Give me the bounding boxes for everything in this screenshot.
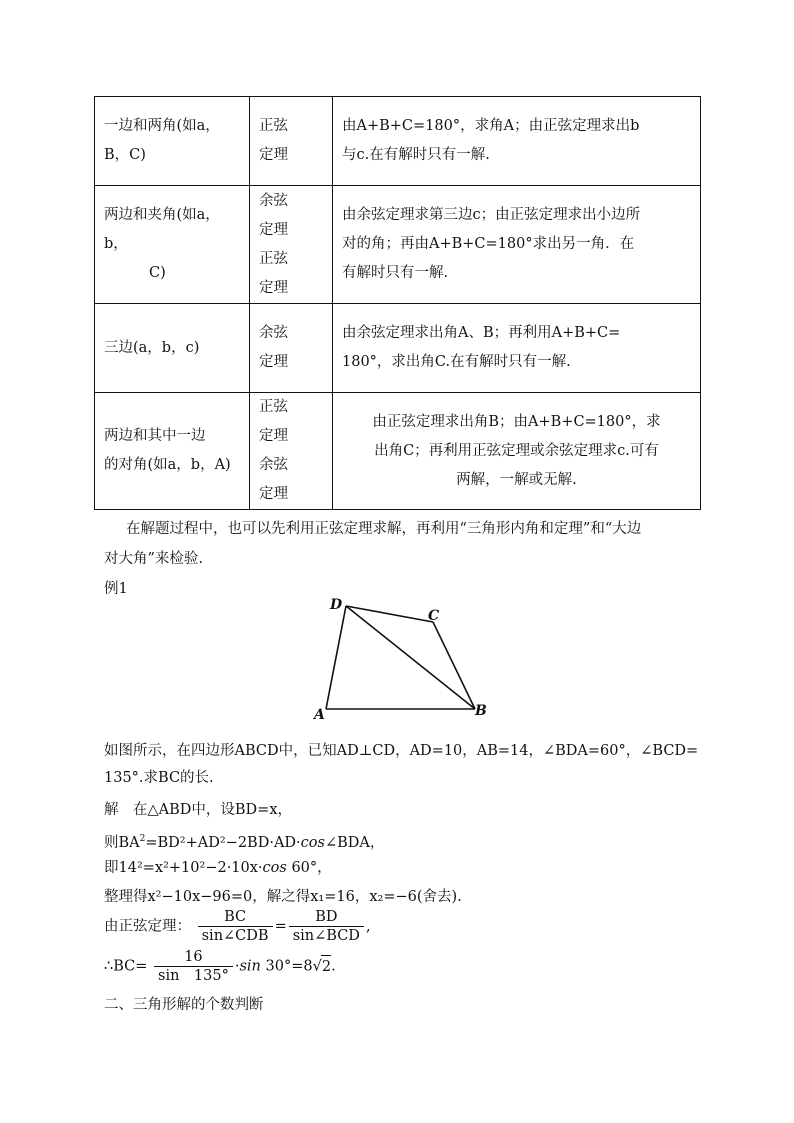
given-text: 一边和两角(如a，B，C) xyxy=(104,118,220,163)
fraction-denominator: sin 135° xyxy=(158,968,229,984)
method-text: 定理 xyxy=(259,354,288,370)
quadrilateral-figure xyxy=(300,593,500,725)
vertex-label-b: B xyxy=(475,703,487,719)
method-text: 定理 xyxy=(259,279,288,296)
formula-text: · xyxy=(234,958,240,975)
solution-text: 由正弦定理求出角B；由A+B+C=180°，求 xyxy=(372,413,661,430)
given-text: 两边和夹角(如a，b， xyxy=(104,207,220,252)
given-cell xyxy=(95,186,250,304)
solution-text: 由余弦定理求出角A、B；再利用A+B+C= xyxy=(342,325,621,341)
solution-text: 由A+B+C=180°，求角A；由正弦定理求出b xyxy=(342,118,640,134)
method-text: 定理 xyxy=(259,428,288,444)
solution-cell xyxy=(333,186,701,304)
section-heading: 二、三角形解的个数判断 xyxy=(104,997,264,1013)
solution-text: 对的角；再由A+B+C=180°求出另一角．在 xyxy=(342,236,635,252)
method-text: 定理 xyxy=(259,486,288,502)
formula-text: . xyxy=(331,958,336,975)
solution-text: 与c.在有解时只有一解. xyxy=(342,147,490,163)
table-row xyxy=(95,393,701,510)
formula-text: ∴BC= xyxy=(104,958,148,975)
given-text: C) xyxy=(149,265,166,281)
method-cell xyxy=(250,393,333,510)
edge-ad xyxy=(326,606,346,709)
exponent: 2 xyxy=(139,834,146,844)
method-cell xyxy=(250,97,333,186)
vertex-label-a: A xyxy=(314,707,325,723)
sqrt-sign: √ xyxy=(312,958,322,975)
problem-line: 135°.求BC的长. xyxy=(104,770,214,786)
given-cell xyxy=(95,97,250,186)
method-text: 定理 xyxy=(259,147,288,163)
function-name: cos xyxy=(300,834,325,851)
table-row xyxy=(95,186,701,304)
table-row xyxy=(95,304,701,393)
formula-text: 60°， xyxy=(286,860,332,876)
function-name: sin xyxy=(239,958,261,975)
solution-line: 解 在△ABD中，设BD=x， xyxy=(104,802,293,818)
formula-text: =BD²+AD²−2BD·AD· xyxy=(145,834,301,851)
solution-text: 由余弦定理求第三边c；由正弦定理求出小边所 xyxy=(342,207,641,223)
given-cell xyxy=(95,393,250,510)
sqrt-radicand: 2 xyxy=(321,955,331,978)
edge-cb xyxy=(433,622,475,709)
solution-text: 180°，求出角C.在有解时只有一解. xyxy=(342,354,571,370)
fraction xyxy=(289,908,364,945)
formula-text: 即14²=x²+10²−2·10x· xyxy=(104,860,263,876)
fraction-denominator: sin∠CDB xyxy=(201,928,269,944)
method-text: 定理 xyxy=(259,221,288,238)
formula-text: 30°=8 xyxy=(260,958,313,975)
given-text: 两边和其中一边 xyxy=(104,428,206,444)
solution-line xyxy=(104,948,336,985)
edge-dc xyxy=(346,606,433,622)
method-text: 正弦 xyxy=(259,118,288,134)
solution-line: 由正弦定理： $\frac{BC}{\text{sin∠CDB}}$ = $\frac{BD}{\text{sin∠BCD}}$ , xyxy=(104,909,371,944)
problem-line: 如图所示，在四边形ABCD中，已知AD⊥CD，AD=10，AB=14，∠BDA=60°，∠BCD= xyxy=(104,743,699,759)
solution-cell xyxy=(333,304,701,393)
formula-text: 由正弦定理： xyxy=(104,918,191,935)
solution-line xyxy=(104,857,332,879)
note-line: 对大角”来检验. xyxy=(104,551,204,567)
fraction-numerator: BD xyxy=(289,908,364,927)
given-text: 的对角(如a，b，A) xyxy=(104,457,231,473)
method-text: 正弦 xyxy=(259,250,288,267)
solution-cell xyxy=(333,97,701,186)
method-cell xyxy=(250,304,333,393)
figure-edges xyxy=(326,606,475,709)
method-text: 余弦 xyxy=(259,325,288,341)
example-label: 例1 xyxy=(104,581,128,597)
solution-line xyxy=(104,828,384,854)
table-row xyxy=(95,97,701,186)
vertex-label-c: C xyxy=(428,608,440,624)
formula-text: ∠BDA， xyxy=(324,834,385,851)
note-line: 在解题过程中，也可以先利用正弦定理求解，再利用“三角形内角和定理”和“大边 xyxy=(126,521,642,537)
method-text: 余弦 xyxy=(259,457,288,473)
method-cell xyxy=(250,186,333,304)
solution-cell xyxy=(333,393,701,510)
vertex-label-d: D xyxy=(330,597,343,613)
solution-text: 两解，一解或无解. xyxy=(456,471,577,488)
solution-text: 有解时只有一解. xyxy=(342,265,449,281)
solution-line: 整理得x²−10x−96=0，解之得x₁=16，x₂=−6(舍去). xyxy=(104,889,462,905)
fraction xyxy=(198,908,273,945)
given-cell xyxy=(95,304,250,393)
formula-text: 则BA xyxy=(104,834,140,851)
function-name: cos xyxy=(262,860,287,876)
fraction-numerator: BC xyxy=(198,908,273,927)
method-text: 余弦 xyxy=(259,192,288,209)
diagonal-db xyxy=(346,606,475,709)
fraction-numerator: 16 xyxy=(154,948,233,967)
fraction-denominator: sin∠BCD xyxy=(292,928,360,944)
solution-method-table xyxy=(94,96,701,510)
solution-text: 出角C；再利用正弦定理或余弦定理求c.可有 xyxy=(374,442,659,459)
given-text: 三边(a，b，c) xyxy=(104,339,200,356)
fraction xyxy=(154,948,233,985)
method-text: 正弦 xyxy=(259,399,288,415)
